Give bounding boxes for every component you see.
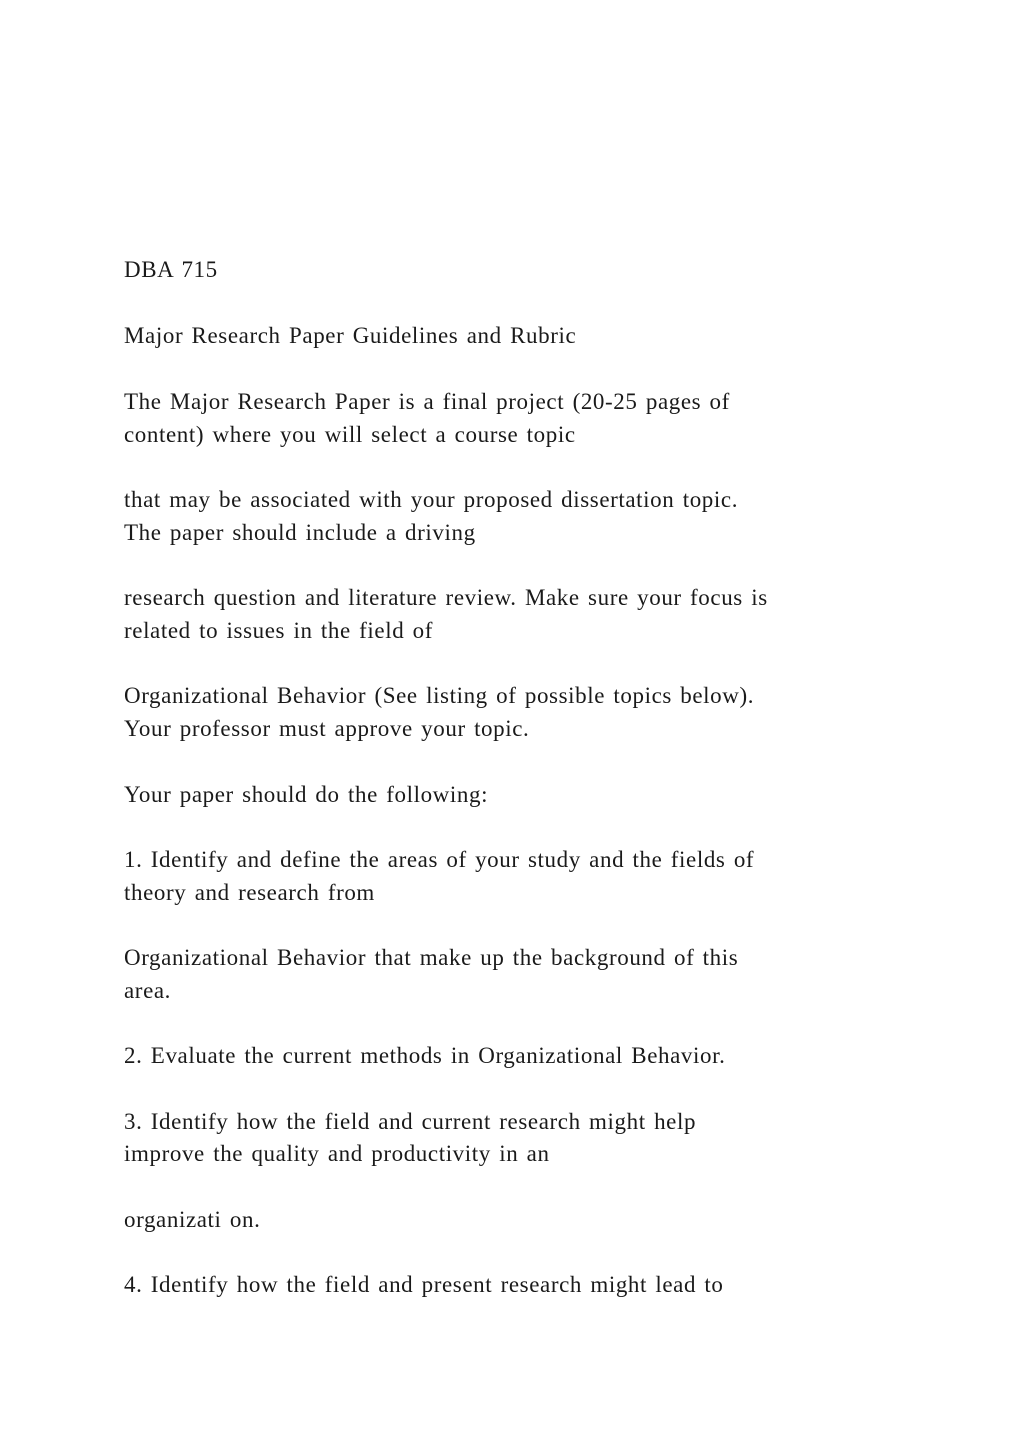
paragraph-line: related to issues in the field of bbox=[124, 618, 434, 643]
list-item-line: theory and research from bbox=[124, 880, 375, 905]
list-item-line: 2. Evaluate the current methods in Organizational Behavior. bbox=[124, 1043, 726, 1068]
paragraph-line: content) where you will select a course topic bbox=[124, 422, 576, 447]
document-title: Major Research Paper Guidelines and Rubric bbox=[124, 323, 577, 348]
paragraph-line: that may be associated with your proposed dissertation topic. bbox=[124, 487, 739, 512]
list-item-line: 3. Identify how the field and current research might help bbox=[124, 1109, 697, 1134]
list-item-line: 1. Identify and define the areas of your study and the fields of bbox=[124, 847, 755, 872]
list-item-line: area. bbox=[124, 978, 172, 1003]
list-item-line: Organizational Behavior that make up the background of this bbox=[124, 945, 739, 970]
paragraph-line: research question and literature review. Make sure your focus is bbox=[124, 585, 768, 610]
paragraph-line: The paper should include a driving bbox=[124, 520, 476, 545]
list-item-line: 4. Identify how the field and present research might lead to bbox=[124, 1272, 724, 1297]
list-item-line: improve the quality and productivity in an bbox=[124, 1141, 550, 1166]
paragraph-line: Your paper should do the following: bbox=[124, 782, 489, 807]
course-code: DBA 715 bbox=[124, 257, 218, 282]
paragraph-line: The Major Research Paper is a final project (20-25 pages of bbox=[124, 389, 730, 414]
list-item-line: organizati on. bbox=[124, 1207, 261, 1232]
paragraph-line: Your professor must approve your topic. bbox=[124, 716, 530, 741]
paragraph-line: Organizational Behavior (See listing of possible topics below). bbox=[124, 683, 755, 708]
